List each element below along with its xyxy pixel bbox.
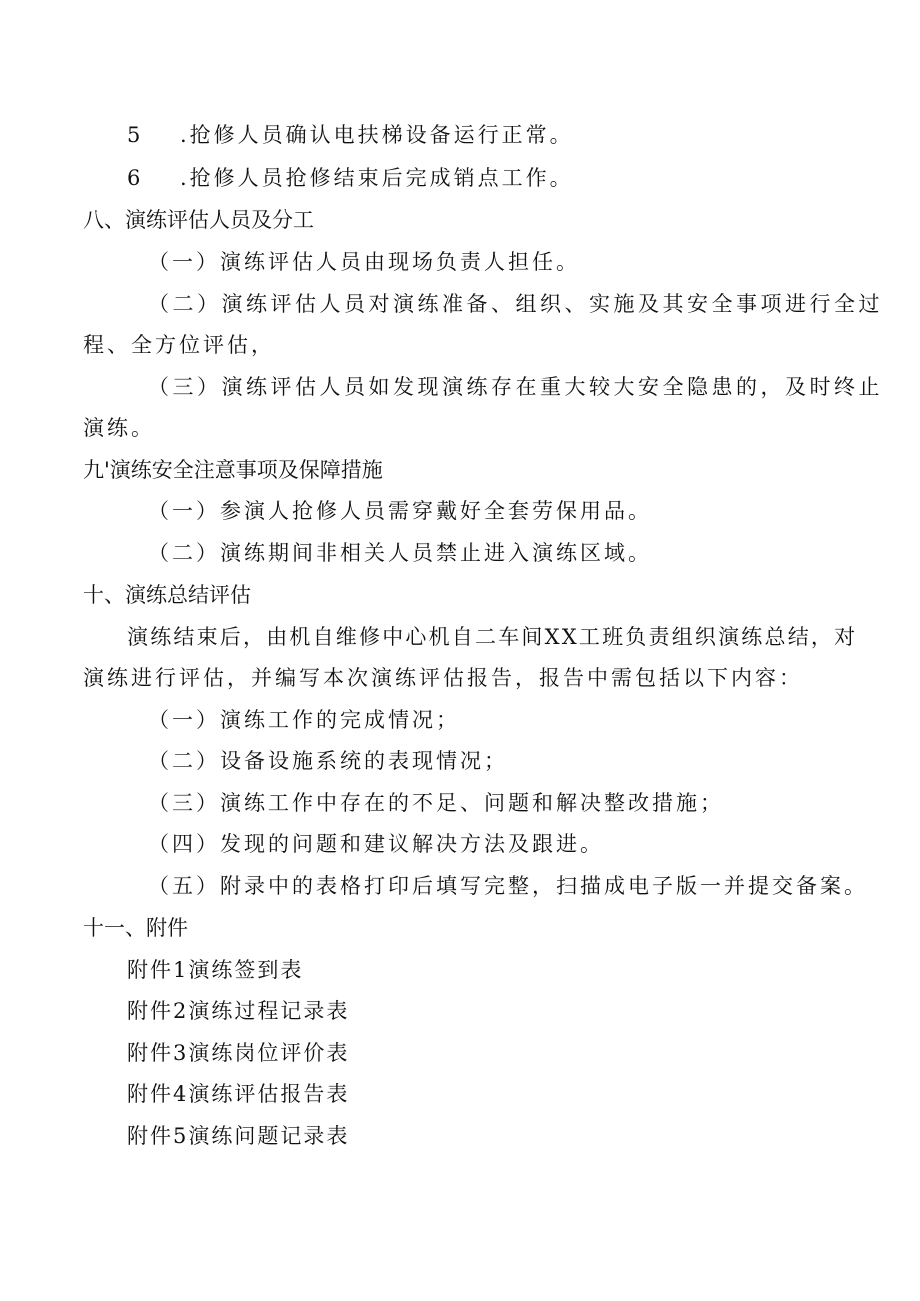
section-heading-8: 八、演练评估人员及分工 — [83, 208, 314, 232]
list-item: （二）设备设施系统的表现情况； — [148, 749, 508, 773]
paragraph: （二）演练评估人员对演练准备、组织、实施及其安全事项进行全过 — [148, 292, 883, 316]
section-heading-10: 十、演练总结评估 — [83, 583, 251, 607]
paragraph: （三）演练评估人员如发现演练存在重大较大安全隐患的，及时终止 — [148, 375, 883, 399]
section-heading-9: 九'演练安全注意事项及保障措施 — [83, 458, 383, 482]
paragraph-continuation: 程、全方位评估， — [83, 333, 275, 357]
attachment-item: 附件1演练签到表 — [127, 958, 304, 982]
paragraph: （一）参演人抢修人员需穿戴好全套劳保用品。 — [148, 499, 652, 523]
section-heading-11: 十一、附件 — [83, 916, 188, 940]
paragraph-continuation: 演练。 — [83, 416, 155, 440]
attachment-item: 附件4演练评估报告表 — [127, 1082, 350, 1106]
attachment-item: 附件3演练岗位评价表 — [127, 1041, 350, 1065]
step-number: 5 — [127, 123, 141, 147]
list-item: （五）附录中的表格打印后填写完整，扫描成电子版一并提交备案。 — [148, 874, 868, 898]
paragraph: 演练结束后，由机自维修中心机自二车间XX工班负责组织演练总结，对 — [127, 625, 858, 649]
paragraph-continuation: 演练进行评估，并编写本次演练评估报告，报告中需包括以下内容： — [83, 666, 803, 690]
attachment-item: 附件5演练问题记录表 — [127, 1124, 350, 1148]
list-item: （一）演练工作的完成情况； — [148, 708, 460, 732]
step-text: .抢修人员确认电扶梯设备运行正常。 — [180, 123, 574, 147]
list-item: （三）演练工作中存在的不足、问题和解决整改措施； — [148, 791, 724, 815]
list-item: （四）发现的问题和建议解决方法及跟进。 — [148, 832, 604, 856]
paragraph: （一）演练评估人员由现场负责人担任。 — [148, 250, 580, 274]
attachment-item: 附件2演练过程记录表 — [127, 999, 350, 1023]
step-text: .抢修人员抢修结束后完成销点工作。 — [180, 166, 574, 190]
step-number: 6 — [127, 166, 141, 190]
paragraph: （二）演练期间非相关人员禁止进入演练区域。 — [148, 541, 652, 565]
